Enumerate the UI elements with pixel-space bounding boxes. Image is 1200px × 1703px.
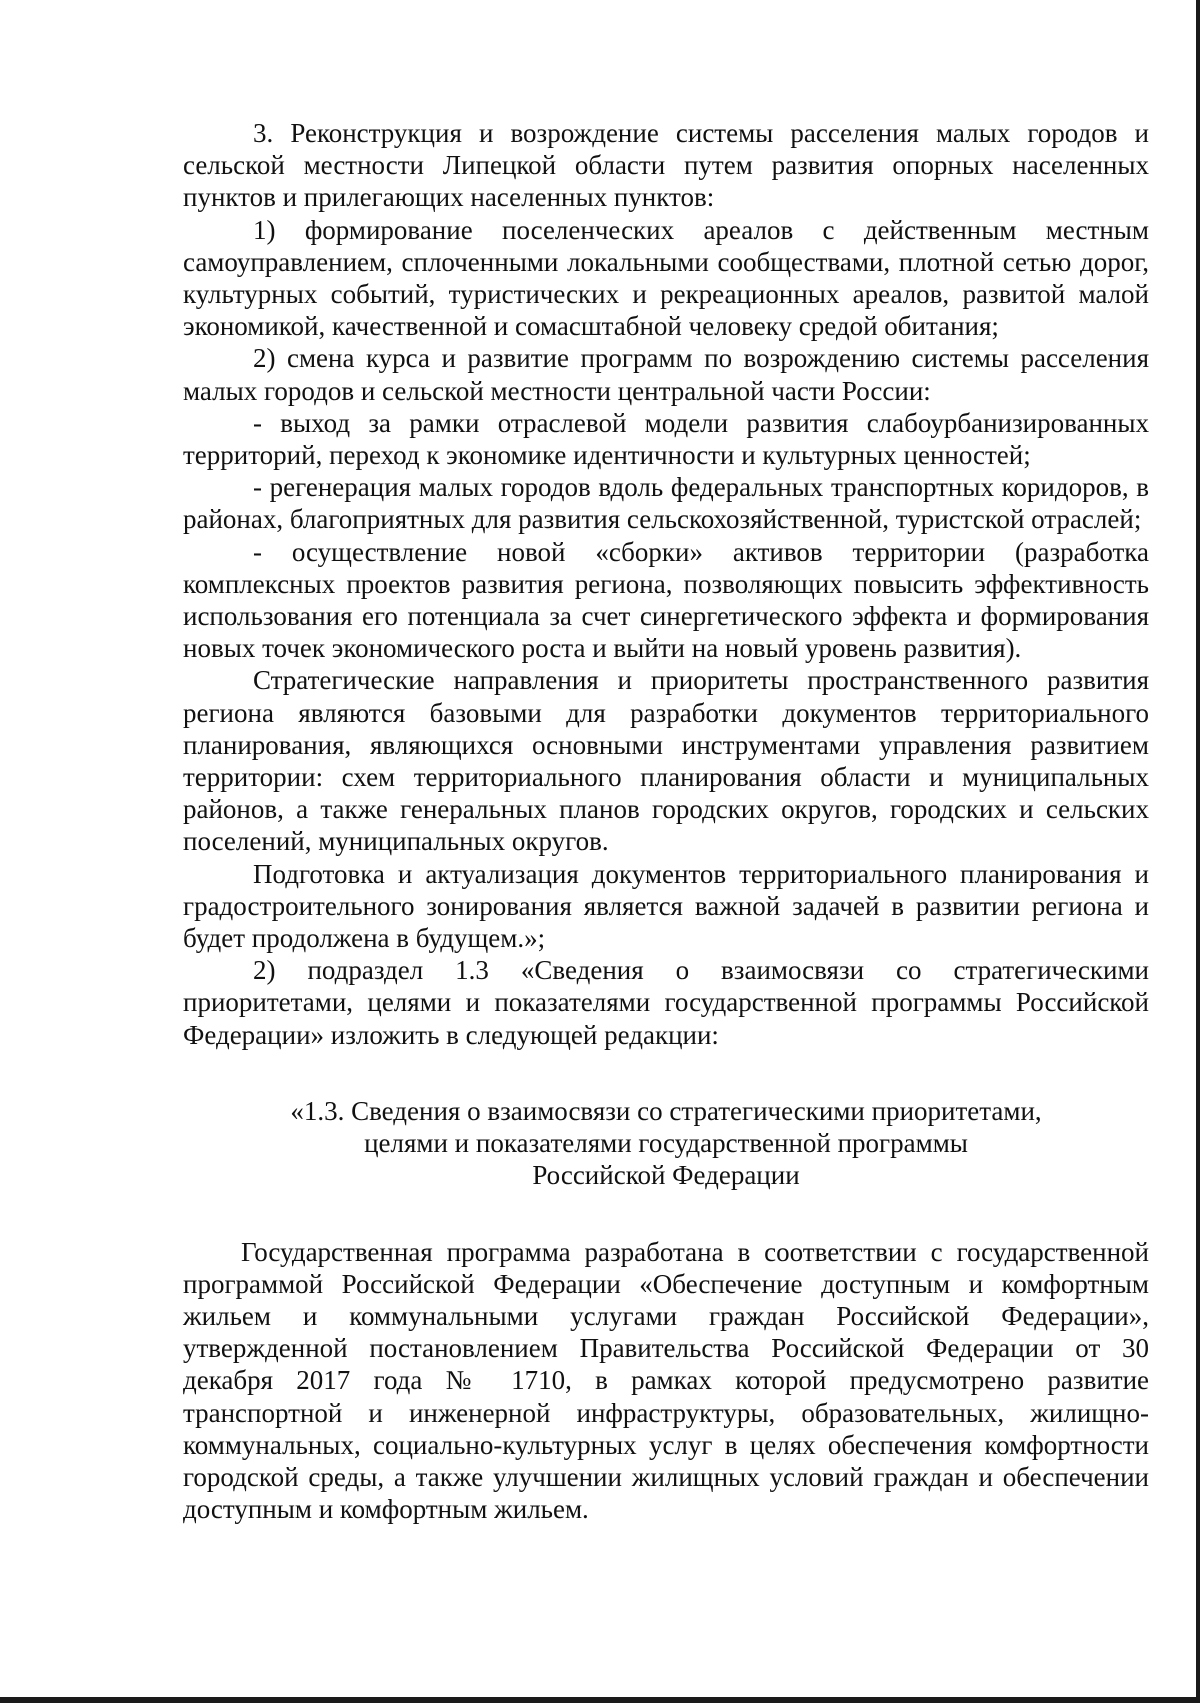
paragraph-subitem-1: 1) формирование поселенческих ареалов с действенным местным самоуправлением, сплоченными локальными сообществами, плотной сетью дорог, культурных событий, туристических и рекреационных ареалов, развитой малой экономикой, качественной и сомасштабной человеку средой обитания; <box>183 214 1149 342</box>
section-heading-line-1: «1.3. Сведения о взаимосвязи со стратегическими приоритетами, <box>290 1095 1042 1126</box>
paragraph-dash-3: - осуществление новой «сборки» активов территории (разработка комплексных проектов развития региона, позволяющих повысить эффективность использования его потенциала за счет синергетического эффекта и формирования новых точек экономического роста и выйти на новый уровень развития). <box>183 536 1149 664</box>
scan-edge-bottom <box>0 1697 1200 1703</box>
paragraph-dash-2: - регенерация малых городов вдоль федеральных транспортных коридоров, в районах, благоприятных для развития сельскохозяйственной, туристской отраслей; <box>183 472 1149 535</box>
paragraph-item-3: 3. Реконструкция и возрождение системы расселения малых городов и сельской местности Липецкой области путем развития опорных населенных пунктов и прилегающих населенных пунктов: <box>183 118 1149 213</box>
scan-edge-right <box>1196 0 1200 1703</box>
section-heading-line-2: целями и показателями государственной программы <box>364 1128 968 1159</box>
paragraph-subitem-2: 2) смена курса и развитие программ по возрождению системы расселения малых городов и сельской местности центральной части России: <box>183 343 1149 406</box>
paragraph-subsection-amendment: 2) подраздел 1.3 «Сведения о взаимосвязи со стратегическими приоритетами, целями и показателями государственной программы Российской Федерации» изложить в следующей редакции: <box>183 955 1149 1050</box>
section-heading-line-3: Российской Федерации <box>532 1160 800 1191</box>
paragraph-strategic-directions: Стратегические направления и приоритеты пространственного развития региона являются базовыми для разработки документов территориального планирования, являющихся основными инструментами управления развитием территории: схем территориального планирования области и муниципальных районов, а также генеральных планов городских округов, городских и сельских поселений, муниципальных округов. <box>183 665 1149 857</box>
paragraph-preparation: Подготовка и актуализация документов территориального планирования и градостроительного зонирования является важной задачей в развитии региона и будет продолжена в будущем.»; <box>183 858 1149 954</box>
paragraph-dash-1: - выход за рамки отраслевой модели развития слабоурбанизированных территорий, переход к экономике идентичности и культурных ценностей; <box>183 407 1149 471</box>
paragraph-state-program: Государственная программа разработана в соответствии с государственной программой Российской Федерации «Обеспечение доступным и комфортным жильем и коммунальными услугами граждан Российской Федерации», утвержденной постановлением Правительства Российской Федерации от 30 декабря 2017 года № 1710, в рамках которой предусмотрено развитие транспортной и инженерной инфраструктуры, образовательных, жилищно-коммунальных, социально-культурных услуг в целях обеспечения комфортности городской среды, а также улучшении жилищных условий граждан и обеспечении доступным и комфортным жильем. <box>183 1236 1149 1525</box>
section-heading <box>183 1095 1149 1192</box>
document-body <box>183 117 1149 1525</box>
